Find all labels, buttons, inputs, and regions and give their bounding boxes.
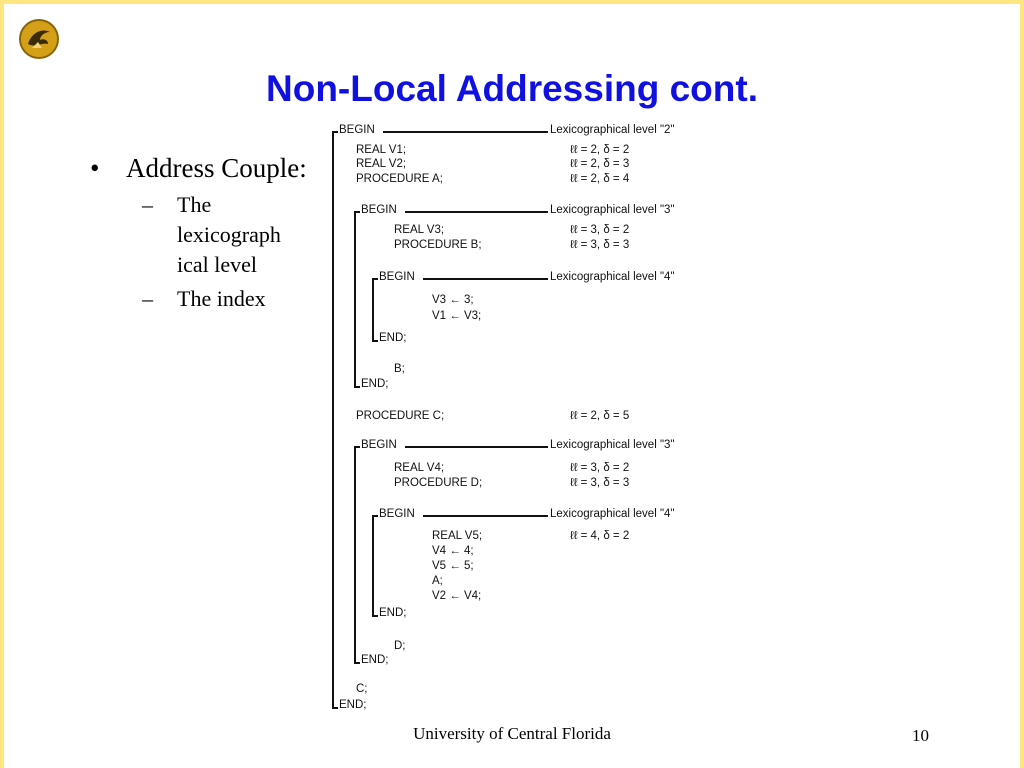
- code-line: PROCEDURE A;: [356, 173, 443, 185]
- code-line: V3 ← 3;: [432, 294, 474, 306]
- address-couple-label: ℓℓ = 3, δ = 3: [570, 477, 630, 489]
- code-line: B;: [394, 363, 405, 375]
- code-keyword: BEGIN: [361, 439, 397, 451]
- code-line: REAL V4;: [394, 462, 445, 474]
- code-line: REAL V1;: [356, 144, 407, 156]
- code-keyword: BEGIN: [339, 124, 375, 136]
- dash-icon: –: [142, 192, 153, 217]
- code-line: V2 ← V4;: [432, 590, 482, 602]
- bracket-tick: [372, 615, 378, 617]
- bracket-tick: [372, 515, 378, 517]
- sub-bullet-text: The lexicograph ical level: [177, 192, 281, 277]
- dash-icon: –: [142, 286, 153, 311]
- code-line: D;: [394, 640, 406, 652]
- bullet-dot-icon: •: [90, 153, 100, 183]
- code-keyword: END;: [379, 607, 407, 619]
- code-keyword: END;: [361, 654, 389, 666]
- bracket-tick: [354, 662, 360, 664]
- sub-bullet-list: [88, 190, 308, 314]
- bullet-text: Address Couple:: [126, 153, 307, 183]
- code-line: REAL V5;: [432, 530, 483, 542]
- code-keyword: BEGIN: [379, 508, 415, 520]
- bracket-tick: [372, 278, 378, 280]
- code-keyword: END;: [339, 699, 367, 711]
- level-leader-line: [405, 211, 548, 213]
- lexicographical-level-label: Lexicographical level "3": [550, 204, 675, 216]
- block-bracket: [372, 278, 374, 341]
- bracket-tick: [332, 707, 338, 709]
- code-line: REAL V2;: [356, 158, 407, 170]
- level-leader-line: [405, 446, 548, 448]
- page-number: 10: [912, 726, 929, 745]
- address-couple-label: ℓℓ = 3, δ = 2: [570, 462, 630, 474]
- bullet-item: [88, 152, 308, 184]
- ucf-pegasus-logo-icon: [18, 18, 60, 60]
- level-leader-line: [423, 278, 548, 280]
- code-keyword: END;: [361, 378, 389, 390]
- address-couple-label: ℓℓ = 2, δ = 4: [570, 173, 630, 185]
- level-leader-line: [423, 515, 548, 517]
- code-line: V5 ← 5;: [432, 560, 474, 572]
- code-line: PROCEDURE D;: [394, 477, 483, 489]
- bracket-tick: [372, 340, 378, 342]
- block-structure-diagram: [322, 120, 722, 720]
- address-couple-label: ℓℓ = 2, δ = 2: [570, 144, 630, 156]
- sub-bullet-text: The index: [177, 286, 266, 311]
- block-bracket: [354, 446, 356, 663]
- code-line: PROCEDURE B;: [394, 239, 482, 251]
- address-couple-label: ℓℓ = 3, δ = 3: [570, 239, 630, 251]
- code-line: V1 ← V3;: [432, 310, 482, 322]
- address-couple-label: ℓℓ = 2, δ = 5: [570, 410, 630, 422]
- sub-bullet-item: [88, 190, 308, 280]
- address-couple-label: ℓℓ = 4, δ = 2: [570, 530, 630, 542]
- code-line: REAL V3;: [394, 224, 445, 236]
- code-keyword: END;: [379, 332, 407, 344]
- bracket-tick: [354, 446, 360, 448]
- bullet-list: [88, 152, 308, 314]
- bracket-tick: [354, 211, 360, 213]
- code-keyword: BEGIN: [379, 271, 415, 283]
- bracket-tick: [332, 131, 338, 133]
- level-leader-line: [383, 131, 548, 133]
- address-couple-label: ℓℓ = 3, δ = 2: [570, 224, 630, 236]
- code-keyword: BEGIN: [361, 204, 397, 216]
- code-line: PROCEDURE C;: [356, 410, 445, 422]
- lexicographical-level-label: Lexicographical level "4": [550, 271, 675, 283]
- block-bracket: [354, 211, 356, 387]
- block-bracket: [372, 515, 374, 616]
- slide-title: Non-Local Addressing cont.: [266, 68, 758, 109]
- code-line: A;: [432, 575, 443, 587]
- code-line: V4 ← 4;: [432, 545, 474, 557]
- footer-text: University of Central Florida: [413, 724, 611, 743]
- address-couple-label: ℓℓ = 2, δ = 3: [570, 158, 630, 170]
- sub-bullet-item: [88, 284, 308, 314]
- block-bracket: [332, 131, 334, 708]
- lexicographical-level-label: Lexicographical level "2": [550, 124, 675, 136]
- bracket-tick: [354, 386, 360, 388]
- lexicographical-level-label: Lexicographical level "4": [550, 508, 675, 520]
- code-line: C;: [356, 683, 368, 695]
- lexicographical-level-label: Lexicographical level "3": [550, 439, 675, 451]
